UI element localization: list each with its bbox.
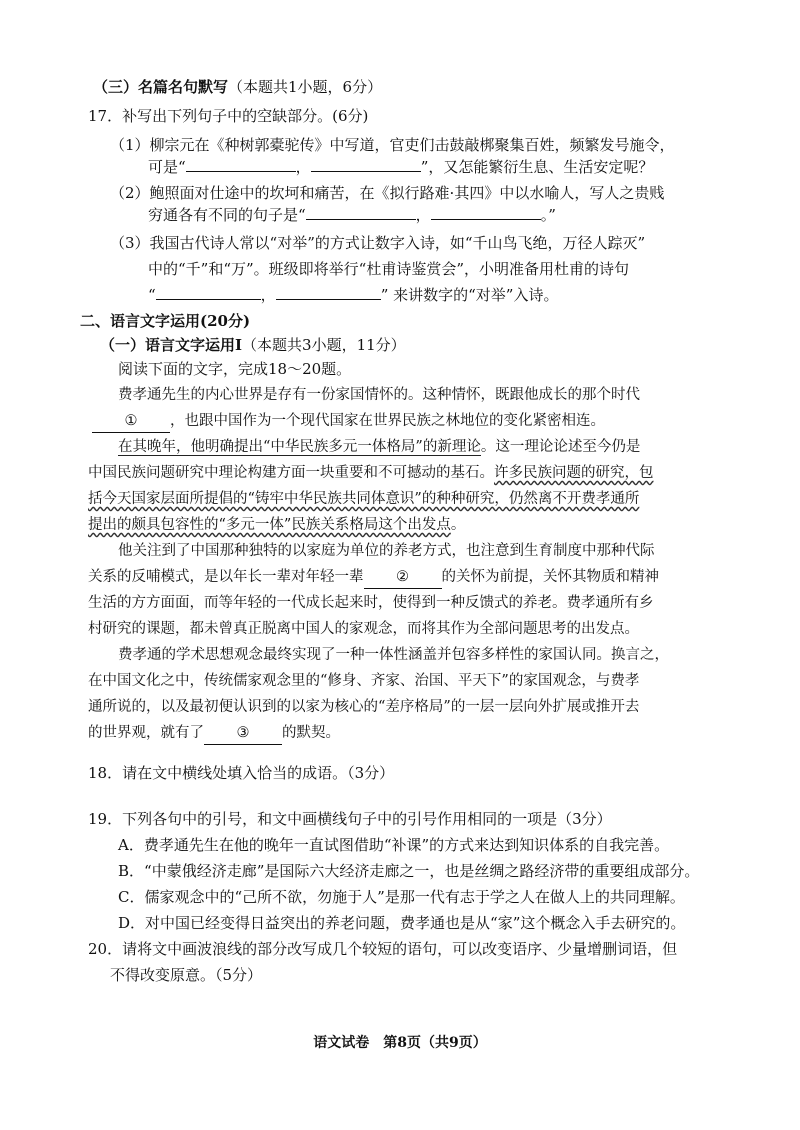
wavy-part-2: 括今天国家层面所提倡的“铸牢中华民族共同体意识”的种种研究，仍然离不开费孝通所 — [88, 491, 640, 507]
section-lang-sub-note: （本题共3小题，11分） — [242, 336, 406, 354]
passage-line-14 — [88, 722, 340, 745]
passage-line-12: 在中国文化之中，传统儒家观念里的“修身、齐家、治国、平天下”的家国观念，与费孝 — [88, 673, 640, 689]
q17-stem: 17．补写出下列句子中的空缺部分。(6分) — [88, 107, 369, 125]
q17-p2-blank2[interactable] — [431, 205, 541, 220]
passage-line-7: 他关注到了中国那种独特的以家庭为单位的养老方式，也注意到生育制度中那种代际 — [118, 543, 655, 559]
q19-stem: 19．下列各句中的引号，和文中画横线句子中的引号作用相同的一项是（3分） — [88, 810, 612, 828]
q19-option-b[interactable]: B．“中蒙俄经济走廊”是国际六大经济走廊之一，也是丝绸之路经济带的重要组成部分。 — [118, 862, 700, 880]
passage-line-3 — [118, 436, 640, 458]
q17-p3-blank1[interactable] — [156, 285, 261, 300]
passage-line-8-a: 关系的反哺模式，是以年长一辈对年轻一辈 — [88, 569, 364, 585]
q17-p2-text-a: 穷通各有不同的句子是“ — [148, 206, 306, 224]
q17-p1-blank1[interactable] — [186, 157, 296, 172]
q17-p2-sep: ， — [415, 206, 431, 224]
passage-line-8-b: 的关怀为前提，关怀其物质和精神 — [441, 569, 659, 585]
q17-p3-text-b: ” 来讲数字的“对举”入诗。 — [380, 286, 559, 304]
passage-line-6 — [88, 514, 465, 536]
q19-option-c[interactable]: C．儒家观念中的“己所不欲，勿施于人”是那一代有志于学之人在做人上的共同理解。 — [118, 888, 685, 906]
passage-line-10: 村研究的课题，都未曾真正脱离中国人的家观念，而将其作为全部问题思考的出发点。 — [88, 621, 639, 637]
q17-p3-line2: 中的“千”和“万”。班级即将举行“杜甫诗鉴赏会”，小明准备用杜甫的诗句 — [148, 260, 630, 278]
passage-line-4-text: 中国民族问题研究中理论构建方面一块重要和不可撼动的基石。 — [88, 465, 494, 481]
passage-line-13: 通所说的，以及最初便认识到的以家为核心的“差序格局”的一层一层向外扩展或推开去 — [88, 699, 640, 715]
passage-line-3-rest: 。这一理论论述至今仍是 — [480, 439, 641, 455]
underlined-sentence: 在其晚年，他明确提出“中华民族多元一体格局”的新理论 — [118, 439, 481, 455]
passage-line-1: 费孝通先生的内心世界是存有一份家国情怀的。这种情怀，既跟他成长的那个时代 — [118, 387, 640, 403]
q17-p2-text-b: 。” — [540, 206, 556, 224]
section-lang-title: 二、语言文字运用(20分) — [80, 312, 251, 330]
q17-p3-text-a: “ — [148, 286, 156, 304]
q17-p2-line1: （2）鲍照面对仕途中的坎坷和痛苦，在《拟行路难·其四》中以水喻人，写人之贵贱 — [110, 184, 665, 202]
q17-p3-blank2[interactable] — [276, 285, 381, 300]
q17-p1-text-b: ”，又怎能繁衍生息、生活安定呢？ — [420, 158, 654, 176]
section3-title: （三）名篇名句默写 — [93, 78, 229, 96]
q20-line1: 20．请将文中画波浪线的部分改写成几个较短的语句，可以改变语序、少量增删词语，但 — [88, 940, 678, 958]
section-lang-sub — [100, 334, 406, 356]
passage-line-14-b: 的默契。 — [282, 725, 340, 741]
passage-line-5 — [88, 488, 639, 510]
q19-option-a[interactable]: A．费孝通先生在他的晚年一直试图借助“补课”的方式来达到知识体系的自我完善。 — [118, 836, 670, 854]
q17-p1-line1: （1）柳宗元在《种树郭橐驼传》中写道，官吏们击鼓敲梆聚集百姓，频繁发号施令， — [110, 136, 675, 154]
passage-line-11: 费孝通的学术思想观念最终实现了一种一体性涵盖并包容多样性的家国认同。换言之， — [118, 647, 669, 663]
q18: 18．请在文中横线处填入恰当的成语。（3分） — [88, 764, 395, 782]
q17-p1-line2 — [148, 156, 653, 178]
section-lang-sub-title: （一）语言文字运用Ⅰ — [100, 336, 243, 354]
q17-p2-line2 — [148, 204, 556, 226]
q17-p1-blank2[interactable] — [311, 157, 421, 172]
wavy-part-3: 提出的颇具包容性的“多元一体”民族关系格局这个出发点 — [88, 517, 451, 533]
wavy-part-1: 许多民族问题的研究，包 — [494, 465, 654, 481]
q17-p1-sep: ， — [295, 158, 311, 176]
section3-note: （本题共1小题，6分） — [228, 78, 383, 96]
q17-p2-blank1[interactable] — [306, 205, 416, 220]
blank-1[interactable]: ① — [92, 410, 170, 433]
passage-line-8 — [88, 566, 659, 589]
passage-line-4 — [88, 462, 654, 484]
q20-line2: 不得改变原意。（5分） — [110, 966, 263, 984]
q17-p3-line3 — [148, 284, 558, 306]
passage-line-2-rest: ，也跟中国作为一个现代国家在世界民族之林地位的变化紧密相连。 — [170, 413, 605, 429]
blank-2[interactable]: ② — [364, 566, 442, 589]
passage-line-2 — [92, 410, 605, 433]
q17-p1-text-a: 可是“ — [148, 158, 186, 176]
q19-option-d[interactable]: D．对中国已经变得日益突出的养老问题，费孝通也是从“家”这个概念入手去研究的。 — [118, 914, 686, 932]
section-lang-instruction: 阅读下面的文字，完成18～20题。 — [118, 360, 352, 378]
q17-p3-line1: （3）我国古代诗人常以“对举”的方式让数字入诗，如“千山鸟飞绝，万径人踪灭” — [110, 234, 646, 252]
blank-3[interactable]: ③ — [204, 722, 282, 745]
passage-line-14-a: 的世界观，就有了 — [88, 725, 204, 741]
page-footer: 语文试卷 第8页（共9页） — [313, 1035, 487, 1051]
passage-line-9: 生活的方方面面，而等年轻的一代成长起来时，使得到一种反馈式的养老。费孝通所有乡 — [88, 595, 654, 611]
q17-p3-sep: ， — [260, 286, 276, 304]
passage-line-6-end: 。 — [450, 517, 466, 533]
section3-heading — [93, 76, 382, 98]
